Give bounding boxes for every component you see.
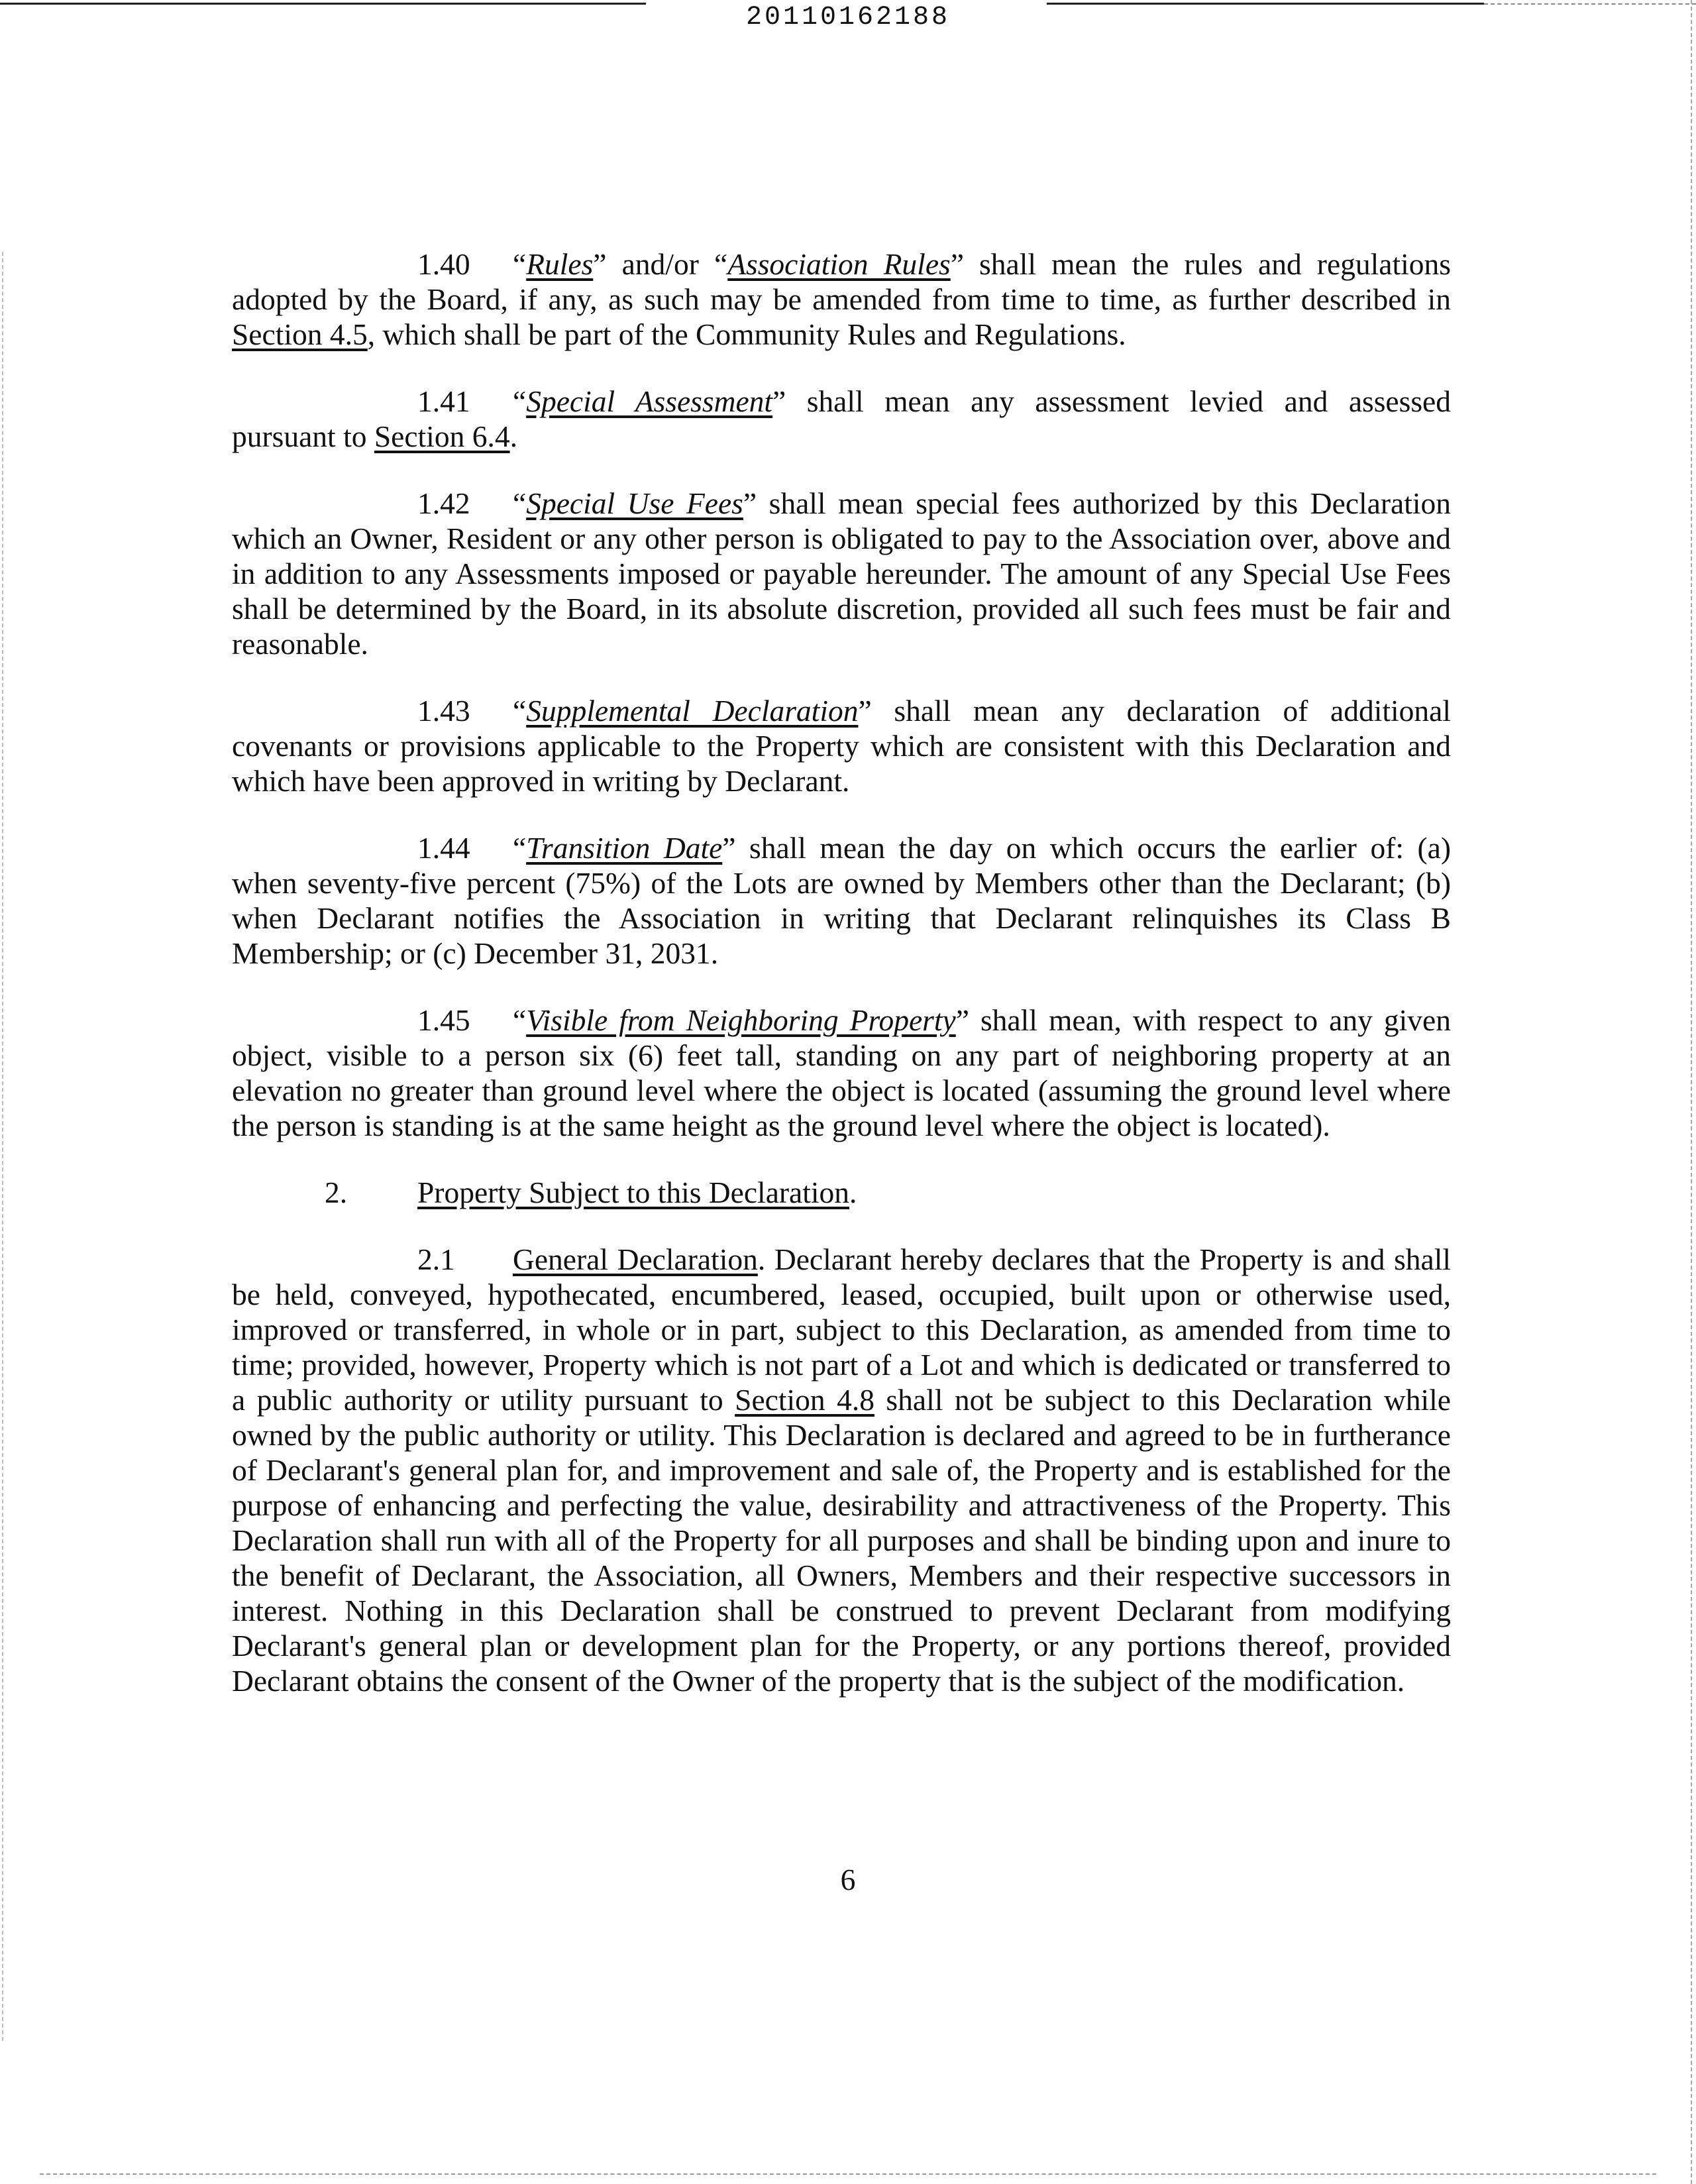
document-number: 20110162188: [745, 3, 951, 32]
defined-term: Supplemental Declaration: [526, 694, 859, 728]
open-quote: “: [714, 247, 728, 281]
subsection-title: General Declaration: [513, 1242, 758, 1276]
paragraph-2-1: [232, 1242, 1451, 1698]
close-quote: ”: [950, 247, 964, 281]
section-reference: Section 6.4: [374, 419, 510, 453]
defined-term: Transition Date: [526, 831, 723, 865]
subsection-title-period: .: [757, 1242, 766, 1276]
defined-term: Special Use Fees: [526, 486, 743, 520]
paragraph-text: shall mean the day on which occurs the earlier of: (a) when seventy-five percent (75%) of the Lots are owned by Members other than the Declarant; (b) when Declarant notifies the Association in writing that Declarant relinquishes its Class B Membership; or (c) December 31, 2031.: [232, 831, 1452, 970]
paragraph-number: 1.40: [417, 247, 470, 281]
defined-term: Association Rules: [727, 247, 951, 281]
close-quote: ”: [772, 384, 786, 418]
paragraph-1-41: [232, 384, 1451, 454]
paragraph-number: 1.45: [417, 1003, 470, 1037]
section-title-period: .: [849, 1175, 857, 1209]
paragraph-text: shall mean any assessment levied and assessed pursuant to: [232, 384, 1451, 453]
open-quote: “: [513, 1003, 527, 1037]
section-2-heading: [232, 1175, 1451, 1210]
paragraph-text: shall mean special fees authorized by this Declaration which an Owner, Resident or any other person is obligated to pay to the Association over, above and in addition to any Assessments imposed or payable hereunder. The amount of any Special Use Fees shall be determined by the Board, in its absolute discretion, provided all such fees must be fair and reasonable.: [232, 486, 1452, 661]
paragraph-1-43: [232, 693, 1451, 798]
paragraph-1-44: [232, 830, 1451, 971]
section-title: Property Subject to this Declaration: [417, 1175, 850, 1209]
defined-term: Rules: [526, 247, 594, 281]
paragraph-number: 2.1: [417, 1242, 455, 1276]
paragraph-text: shall mean the rules and regulations adopted by the Board, if any, as such may be amended from time to time, as further described in: [232, 247, 1451, 316]
section-number: 2.: [325, 1175, 348, 1209]
paragraph-text: shall mean any declaration of additional covenants or provisions applicable to the Property which are consistent with this Declaration and which have been approved in writing by Declarant.: [232, 694, 1452, 798]
open-quote: “: [513, 384, 527, 418]
open-quote: “: [513, 486, 527, 520]
section-reference: Section 4.5: [232, 317, 368, 351]
defined-term: Special Assessment: [526, 384, 773, 418]
scan-border-bottom: [40, 2173, 1656, 2175]
paragraph-1-42: [232, 486, 1451, 661]
scan-border-right: [1691, 0, 1692, 2184]
open-quote: “: [513, 831, 527, 865]
paragraph-number: 1.41: [417, 384, 470, 418]
paragraph-number: 1.43: [417, 694, 470, 728]
paragraph-1-40: [232, 246, 1451, 352]
paragraph-text: Declarant hereby declares that the Property is and shall be held, conveyed, hypothecated, encumbered, leased, occupied, built upon or otherwise used, improved or transferred, in whole or in part, subject to this Declaration, as amended from time to time; provided, however, Property which is not part of a Lot and which is dedicated or transferred to a public authority or utility pursuant to: [232, 1242, 1452, 1417]
defined-term: Visible from Neighboring Property: [526, 1003, 956, 1037]
document-body: [232, 246, 1451, 1730]
close-quote: ”: [858, 694, 872, 728]
close-quote: ”: [722, 831, 736, 865]
paragraph-text: .: [509, 419, 517, 453]
close-quote: ”: [593, 247, 607, 281]
paragraph-number: 1.42: [417, 486, 470, 520]
connector-text: and/or: [606, 247, 714, 281]
close-quote: ”: [955, 1003, 969, 1037]
paragraph-text: shall not be subject to this Declaration while owned by the public authority or utility. This Declaration is declared and agreed to be in furtherance of Declarant's general plan for, and improvement and sale of, the Property and is established for the purpose of enhancing and perfecting the value, desirability and attractiveness of the Property. This Declaration shall run with all of the Property for all purposes and shall be binding upon and inure to the benefit of Declarant, the Association, all Owners, Members and their respective successors in interest. Nothing in this Declaration shall be construed to prevent Declarant from modifying Declarant's general plan or development plan for the Property, or any portions thereof, provided Declarant obtains the consent of the Owner of the property that is the subject of the modification.: [232, 1383, 1452, 1698]
paragraph-1-45: [232, 1003, 1451, 1143]
scan-border-left: [2, 252, 3, 2041]
paragraph-text: shall mean, with respect to any given object, visible to a person six (6) feet tall, standing on any part of neighboring property at an elevation no greater than ground level where the object is located (assuming the ground level where the person is standing is at the same height as the ground level where the object is located).: [232, 1003, 1451, 1142]
page-number: 6: [840, 1863, 856, 1896]
section-reference: Section 4.8: [735, 1383, 874, 1417]
paragraph-number: 1.44: [417, 831, 470, 865]
open-quote: “: [513, 694, 527, 728]
open-quote: “: [513, 247, 527, 281]
close-quote: ”: [743, 486, 757, 520]
paragraph-text: , which shall be part of the Community Rules and Regulations.: [367, 317, 1126, 351]
